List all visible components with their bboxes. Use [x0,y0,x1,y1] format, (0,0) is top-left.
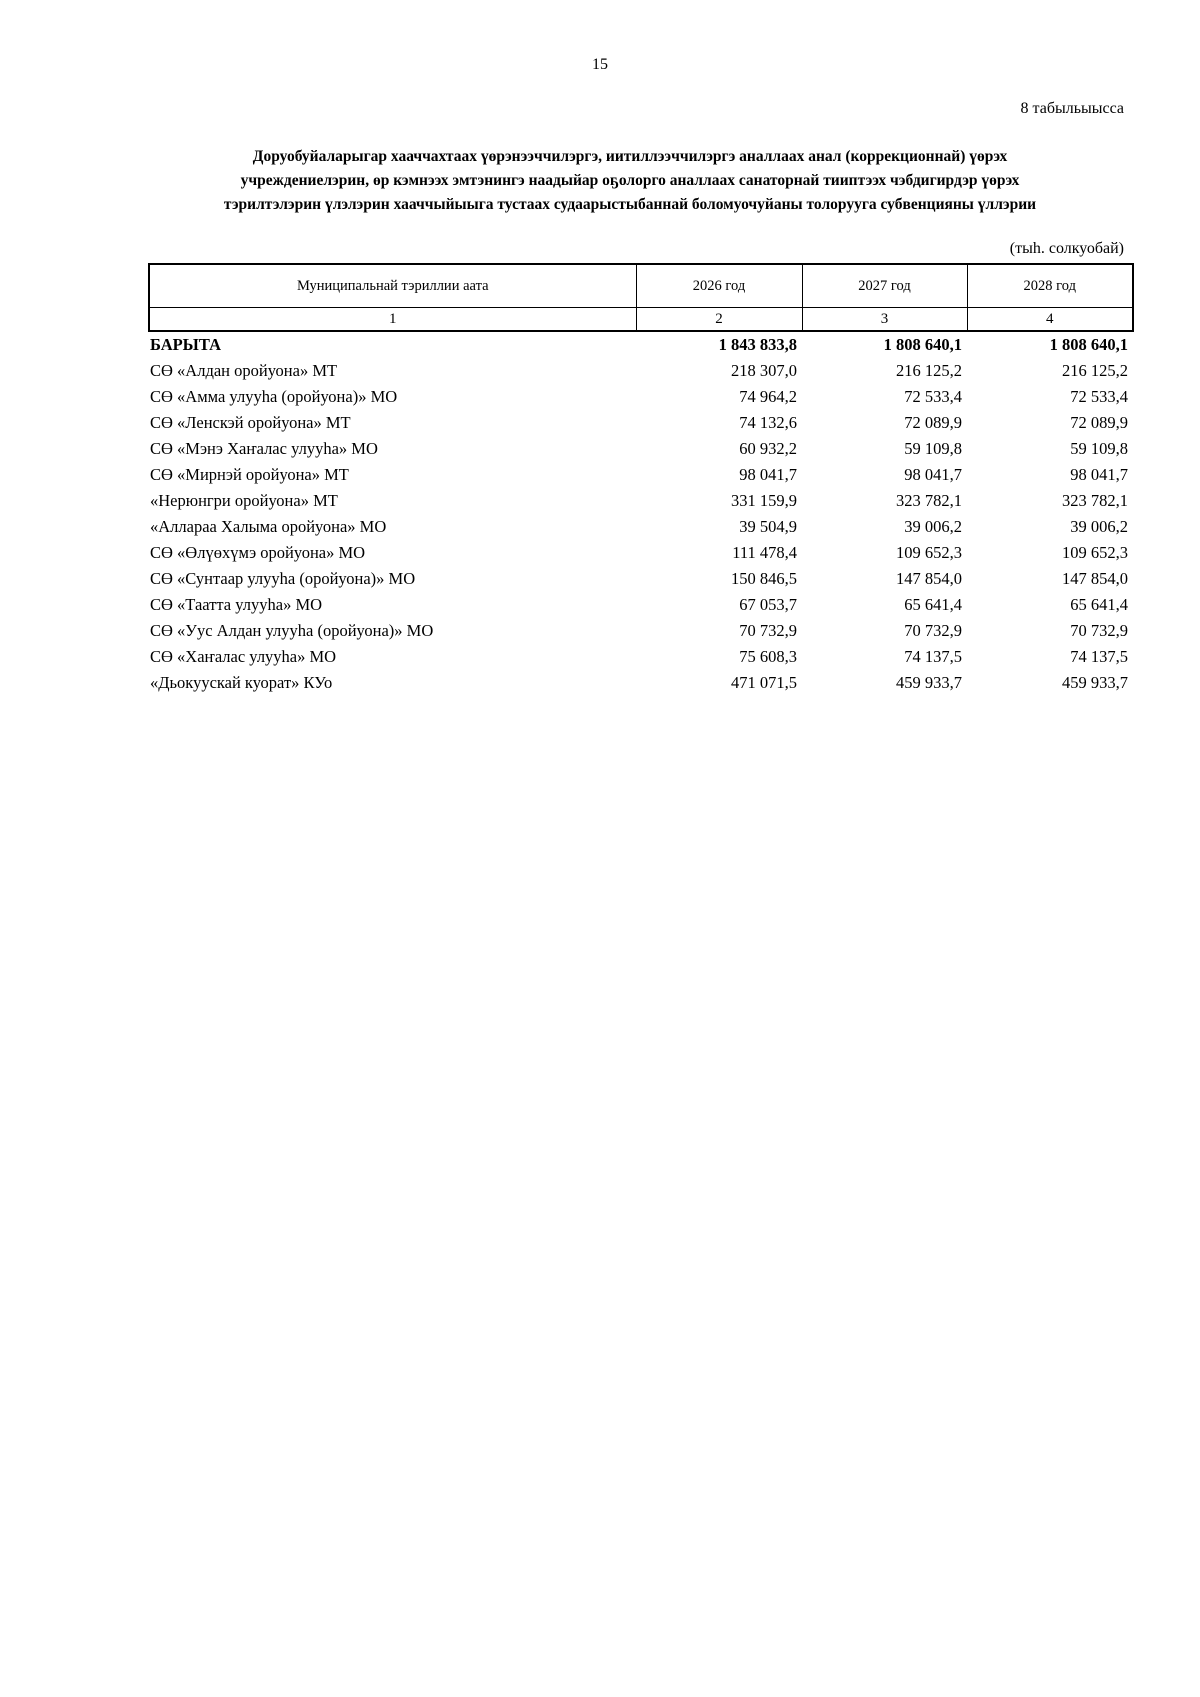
value-2026: 74 964,2 [739,387,797,406]
table-row [148,566,1132,592]
municipality-name: СӨ «Өлүөхүмэ оройуона» МО [150,543,366,562]
municipality-name: СӨ «Мирнэй оройуона» МТ [150,465,349,484]
header-2028: 2028 год [967,264,1133,308]
municipality-name: СӨ «Амма улууһа (оройуона)» МО [150,387,398,406]
table-row [148,410,1132,436]
value-2027: 72 089,9 [904,413,962,432]
table-row [148,618,1132,644]
value-2027: 39 006,2 [904,517,962,536]
table-row [148,514,1132,540]
value-2026: 111 478,4 [732,543,797,562]
municipality-name: СӨ «Хаҥалас улууһа» МО [150,647,337,666]
value-2027: 323 782,1 [896,491,962,510]
value-2027: 70 732,9 [904,621,962,640]
header-2026: 2026 год [636,264,802,308]
title-line-1: Доруобуйаларыгар хааччахтаах үөрэнээччилэргэ, иитиллээччилэргэ аналлаах анал (коррекционнай) үөрэх [252,148,1008,165]
municipality-name: СӨ «Уус Алдан улууһа (оройуона)» МО [150,621,434,640]
total-2026: 1 843 833,8 [718,335,797,354]
value-2026: 98 041,7 [739,465,797,484]
value-2026: 74 132,6 [739,413,797,432]
value-2028: 109 652,3 [1062,543,1128,562]
table-row [148,384,1132,410]
header-municipality: Муниципальнай тэриллии аата [149,264,636,308]
value-2026: 67 053,7 [739,595,797,614]
municipality-name: СӨ «Таатта улууһа» МО [150,595,323,614]
value-2028: 72 089,9 [1070,413,1128,432]
municipality-name: СӨ «Сунтаар улууһа (оройуона)» МО [150,569,416,588]
table-header [148,263,1134,332]
column-number-2: 2 [636,308,802,332]
table-row [148,436,1132,462]
value-2027: 72 533,4 [904,387,962,406]
column-number-1: 1 [149,308,636,332]
value-2027: 147 854,0 [896,569,962,588]
value-2028: 459 933,7 [1062,673,1128,692]
table-row [148,488,1132,514]
table-row [148,540,1132,566]
municipality-name: «Нерюнгри оройуона» МТ [150,491,338,510]
value-2026: 150 846,5 [731,569,797,588]
municipality-name: СӨ «Ленскэй оройуона» МТ [150,413,351,432]
title-line-3: тэрилтэлэрин үлэлэрин хааччыйыыга тустаах судаарыстыбаннай боломуочуйаны толорууга субвенцияны үллэрии [223,196,1037,213]
municipality-name: СӨ «Мэнэ Хаҥалас улууһа» МО [150,439,378,458]
header-2027: 2027 год [802,264,967,308]
table-row [148,592,1132,618]
value-2027: 59 109,8 [904,439,962,458]
table-body [148,332,1132,696]
total-row [148,332,1132,358]
value-2027: 65 641,4 [904,595,962,614]
value-2026: 39 504,9 [739,517,797,536]
municipality-name: СӨ «Алдан оройуона» МТ [150,361,338,380]
column-number-4: 4 [967,308,1133,332]
value-2028: 323 782,1 [1062,491,1128,510]
column-number-3: 3 [802,308,967,332]
value-2027: 109 652,3 [896,543,962,562]
document-title [150,145,1110,217]
value-2026: 471 071,5 [731,673,797,692]
value-2027: 459 933,7 [896,673,962,692]
value-2027: 98 041,7 [904,465,962,484]
value-2028: 59 109,8 [1070,439,1128,458]
value-2027: 74 137,5 [904,647,962,666]
title-line-2: учреждениелэрин, өр кэмнээх эмтэнингэ наадыйар оҕолорго аналлаах санаторнай тииптээх чэбдигирдэр үөрэх [240,172,1020,189]
total-label: БАРЫТА [150,335,221,354]
value-2028: 147 854,0 [1062,569,1128,588]
value-2028: 98 041,7 [1070,465,1128,484]
value-2028: 70 732,9 [1070,621,1128,640]
value-2027: 216 125,2 [896,361,962,380]
total-2027: 1 808 640,1 [883,335,962,354]
value-2028: 65 641,4 [1070,595,1128,614]
value-2026: 60 932,2 [739,439,797,458]
units-label: (тыһ. солкуобай) [1009,240,1124,257]
subvention-table [148,263,1132,696]
value-2028: 216 125,2 [1062,361,1128,380]
table-row [148,462,1132,488]
page-number: 15 [592,56,608,73]
value-2028: 39 006,2 [1070,517,1128,536]
appendix-label: 8 табыльыысса [1020,100,1124,117]
municipality-name: «Дьокуускай куорат» КУо [150,673,333,692]
table-row [148,358,1132,384]
table-row [148,644,1132,670]
value-2028: 74 137,5 [1070,647,1128,666]
value-2026: 218 307,0 [731,361,797,380]
value-2028: 72 533,4 [1070,387,1128,406]
total-2028: 1 808 640,1 [1049,335,1128,354]
municipality-name: «Аллараа Халыма оройуона» МО [150,517,387,536]
value-2026: 70 732,9 [739,621,797,640]
table-row [148,670,1132,696]
value-2026: 75 608,3 [739,647,797,666]
value-2026: 331 159,9 [731,491,797,510]
